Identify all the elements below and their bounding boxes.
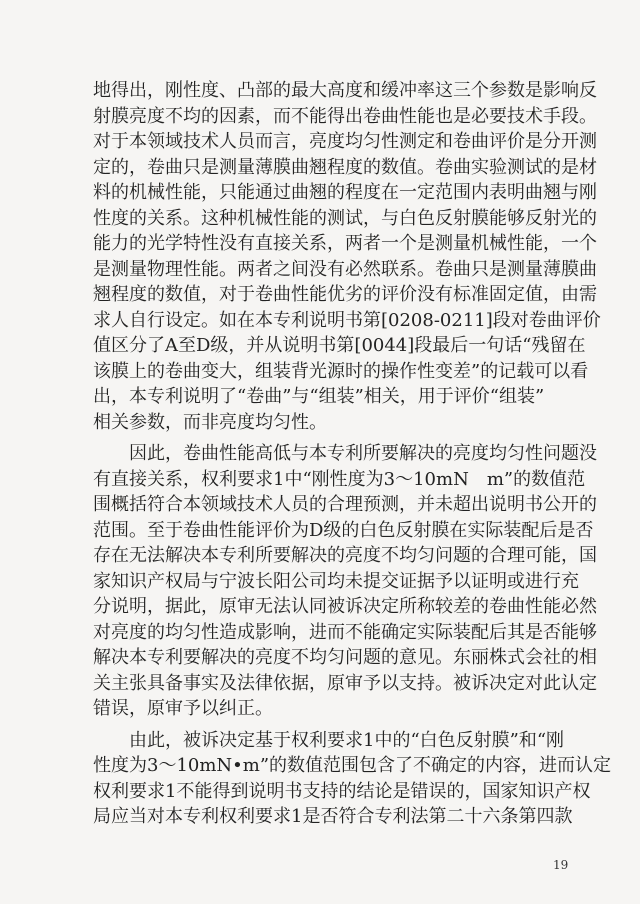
text-line: 定的，卷曲只是测量薄膜曲翘程度的数值。卷曲实验测试的是材 (93, 156, 597, 178)
page-number: 19 (553, 858, 569, 872)
text-line: 地得出，刚性度、凸部的最大高度和缓冲率这三个参数是影响反 (93, 80, 597, 101)
text-line: 求人自行设定。如在本专利说明书第[0208-0211]段对卷曲评价 (93, 309, 601, 331)
text-line: 对于本领域技术人员而言，亮度均匀性测定和卷曲评价是分开测 (93, 131, 597, 152)
text-line: 是测量物理性能。两者之间没有必然联系。卷曲只是测量薄膜曲 (93, 258, 597, 280)
text-line: 权利要求1不能得到说明书支持的结论是错误的，国家知识产权 (93, 780, 591, 802)
text-line: 对亮度的均匀性造成影响，进而不能确定实际装配后其是否能够 (93, 621, 597, 643)
paragraph (93, 441, 597, 722)
text-line: 性度的关系。这种机械性能的测试，与白色反射膜能够反射光的 (93, 207, 597, 229)
text-line: 关主张具备事实及法律依据，原审予以支持。被诉决定对此认定 (93, 672, 597, 694)
text-line: 家知识产权局与宁波长阳公司均未提交证据予以证明或进行充 (93, 570, 579, 592)
text-line: 值区分了A至D级，并从说明书第[0044]段最后一句话“残留在 (93, 335, 586, 356)
text-line: 相关参数，而非亮度均匀性。 (93, 411, 327, 433)
text-line: 出，本专利说明了“卷曲”与“组装”相关，用于评价“组装” (93, 386, 545, 407)
text-line: 因此，卷曲性能高低与本专利所要解决的亮度均匀性问题没 (93, 443, 597, 464)
text-line: 由此，被诉决定基于权利要求1中的“白色反射膜”和“刚 (93, 729, 565, 751)
text-line: 存在无法解决本专利所要解决的亮度不均匀问题的合理可能，国 (93, 545, 597, 566)
text-line: 翘程度的数值，对于卷曲性能优劣的评价没有标准固定值，由需 (93, 284, 597, 305)
text-line: 围概括符合本领域技术人员的合理预测，并未超出说明书公开的 (93, 494, 597, 515)
text-line: 范围。至于卷曲性能评价为D级的白色反射膜在实际装配后是否 (93, 519, 594, 541)
text-line: 该膜上的卷曲变大，组装背光源时的操作性变差”的记载可以看 (93, 360, 589, 382)
text-line: 错误，原审予以纠正。 (93, 698, 273, 719)
text-line: 射膜亮度不均的因素，而不能得出卷曲性能也是必要技术手段。 (93, 105, 597, 127)
paragraph (93, 78, 601, 435)
text-line: 局应当对本专利权利要求1是否符合专利法第二十六条第四款 (93, 806, 573, 827)
text-line: 解决本专利要解决的亮度不均匀问题的意见。东丽株式会社的相 (93, 647, 597, 668)
text-line: 有直接关系，权利要求1中“刚性度为3～10mN m”的数值范 (93, 468, 586, 490)
document-body (93, 78, 612, 830)
text-line: 性度为3～10mN•m”的数值范围包含了不确定的内容，进而认定 (93, 755, 612, 776)
paragraph (93, 728, 612, 830)
text-line: 料的机械性能，只能通过曲翘的程度在一定范围内表明曲翘与刚 (93, 182, 597, 203)
text-line: 能力的光学特性没有直接关系，两者一个是测量机械性能，一个 (93, 233, 597, 254)
text-line: 分说明，据此，原审无法认同被诉决定所称较差的卷曲性能必然 (93, 596, 597, 617)
